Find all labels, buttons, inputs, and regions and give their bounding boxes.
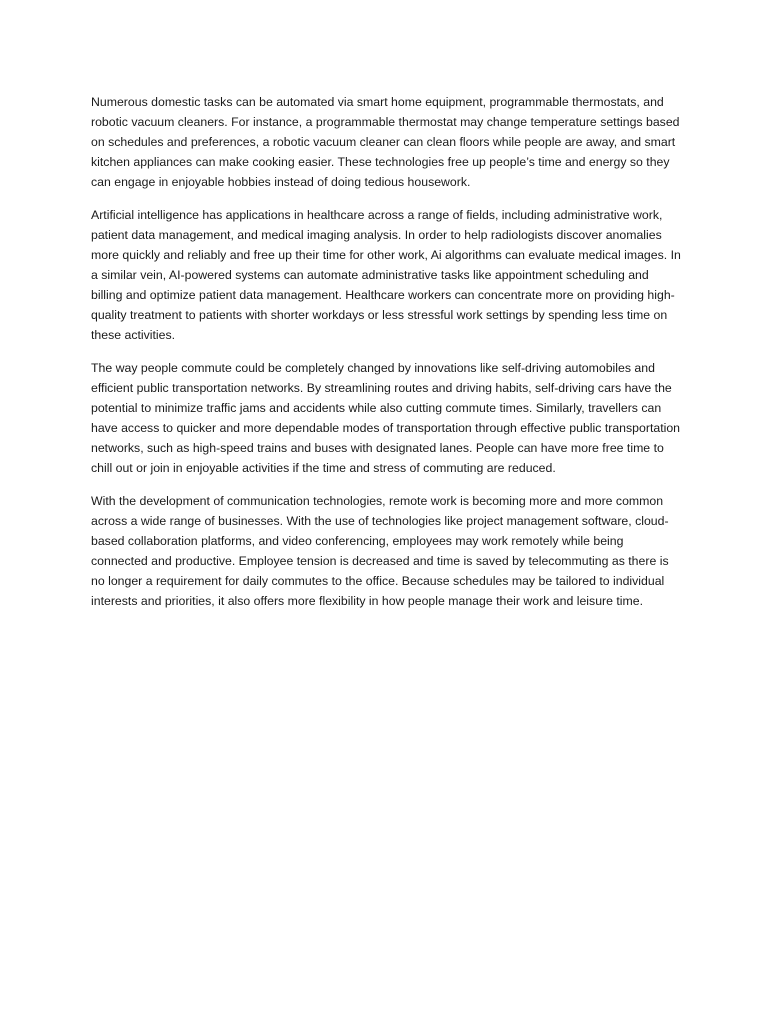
document-body bbox=[91, 92, 681, 624]
paragraph-healthcare-ai: Artificial intelligence has applications in healthcare across a range of fields, including administrative work, patient data management, and medical imaging analysis. In order to help radiologists discover anomalies more quickly and reliably and free up their time for other work, Ai algorithms can evaluate medical images. In a similar vein, AI-powered systems can automate administrative tasks like appointment scheduling and billing and optimize patient data management. Healthcare workers can concentrate more on providing high-quality treatment to patients with shorter workdays or less stressful work settings by spending less time on these activities. bbox=[91, 208, 681, 342]
paragraph-smart-home: Numerous domestic tasks can be automated via smart home equipment, programmable thermostats, and robotic vacuum cleaners. For instance, a programmable thermostat may change temperature settings based on schedules and preferences, a robotic vacuum cleaner can clean floors while people are away, and smart kitchen appliances can make cooking easier. These technologies free up people’s time and energy so they can engage in enjoyable hobbies instead of doing tedious housework. bbox=[91, 95, 680, 189]
paragraph-remote-work: With the development of communication technologies, remote work is becoming more and more common across a wide range of businesses. With the use of technologies like project management software, cloud-based collaboration platforms, and video conferencing, employees may work remotely while being connected and productive. Employee tension is decreased and time is saved by telecommuting as there is no longer a requirement for daily commutes to the office. Because schedules may be tailored to individual interests and priorities, it also offers more flexibility in how people manage their work and leisure time. bbox=[91, 494, 669, 608]
paragraph-commuting: The way people commute could be completely changed by innovations like self-driving automobiles and efficient public transportation networks. By streamlining routes and driving habits, self-driving cars have the potential to minimize traffic jams and accidents while also cutting commute times. Similarly, travellers can have access to quicker and more dependable modes of transportation through effective public transportation networks, such as high-speed trains and buses with designated lanes. People can have more free time to chill out or join in enjoyable activities if the time and stress of commuting are reduced. bbox=[91, 361, 681, 475]
